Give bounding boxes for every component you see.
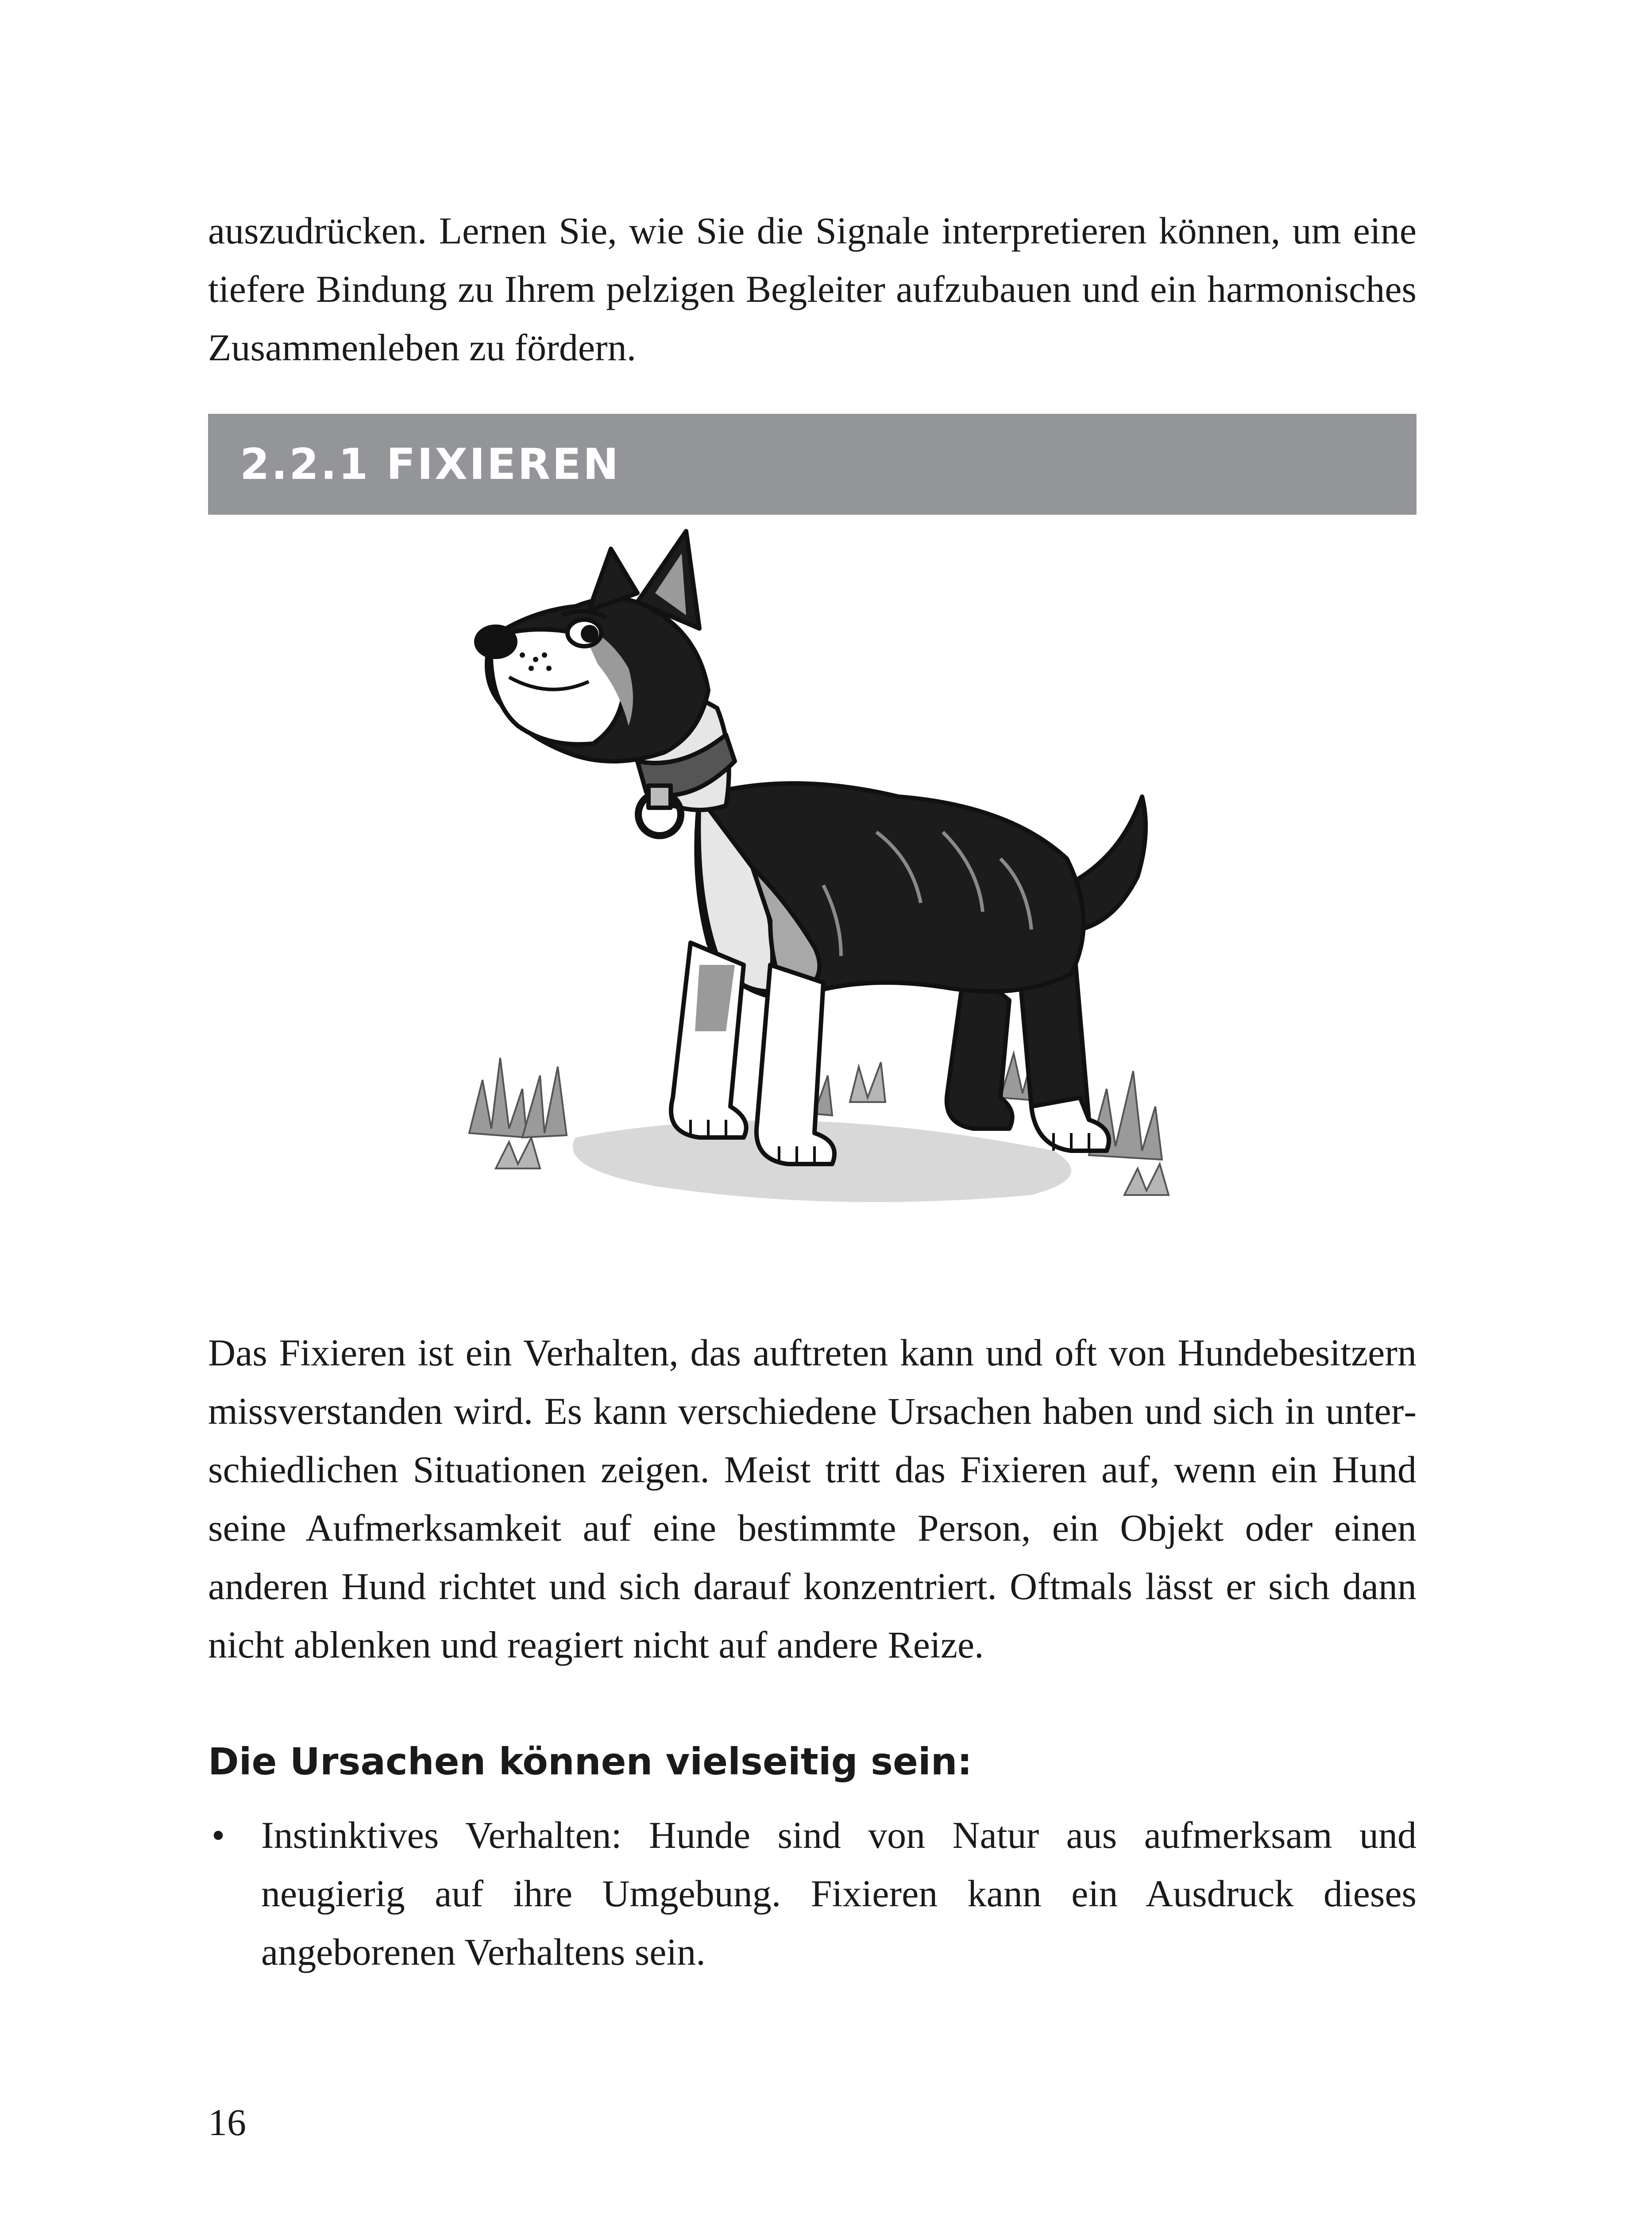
section-heading: 2.2.1 FIXIEREN xyxy=(240,440,621,489)
causes-subheading: Die Ursachen können vielseitig sein: xyxy=(208,1740,973,1783)
list-item xyxy=(208,1806,1417,1981)
section-heading-bar xyxy=(208,414,1417,515)
body-paragraph: Das Fixieren ist ein Verhalten, das auftreten kann und oft von Hundebesitzern missverstanden wird. Es kann verschiedene Ursachen haben und sich in unterschiedlichen Situationen zeigen. Meist tritt das Fixieren auf, wenn ein Hund seine Aufmerksamkeit auf eine bestimmte Person, ein Objekt oder einen anderen Hund richtet und sich darauf konzentriert. Oftmals lässt er sich dann nicht ablenken und reagiert nicht auf andere Reize. xyxy=(208,1331,1417,1666)
causes-list xyxy=(208,1806,1417,1981)
page-number: 16 xyxy=(208,2101,246,2144)
list-item-text: Instinktives Verhalten: Hunde sind von Natur aus aufmerksam und neugierig auf ihre Umgebung. Fixieren kann ein Ausdruck dieses angeborenen Verhaltens sein. xyxy=(261,1814,1417,1973)
bullet-marker: • xyxy=(212,1814,225,1856)
intro-paragraph: auszudrücken. Lernen Sie, wie Sie die Signale interpretieren können, um eine tiefere Bindung zu Ihrem pelzigen Begleiter aufzubauen und ein harmonisches Zusammenleben zu fördern. xyxy=(208,209,1417,369)
dog-figure xyxy=(476,531,1146,1164)
dog-illustration xyxy=(390,522,1239,1284)
